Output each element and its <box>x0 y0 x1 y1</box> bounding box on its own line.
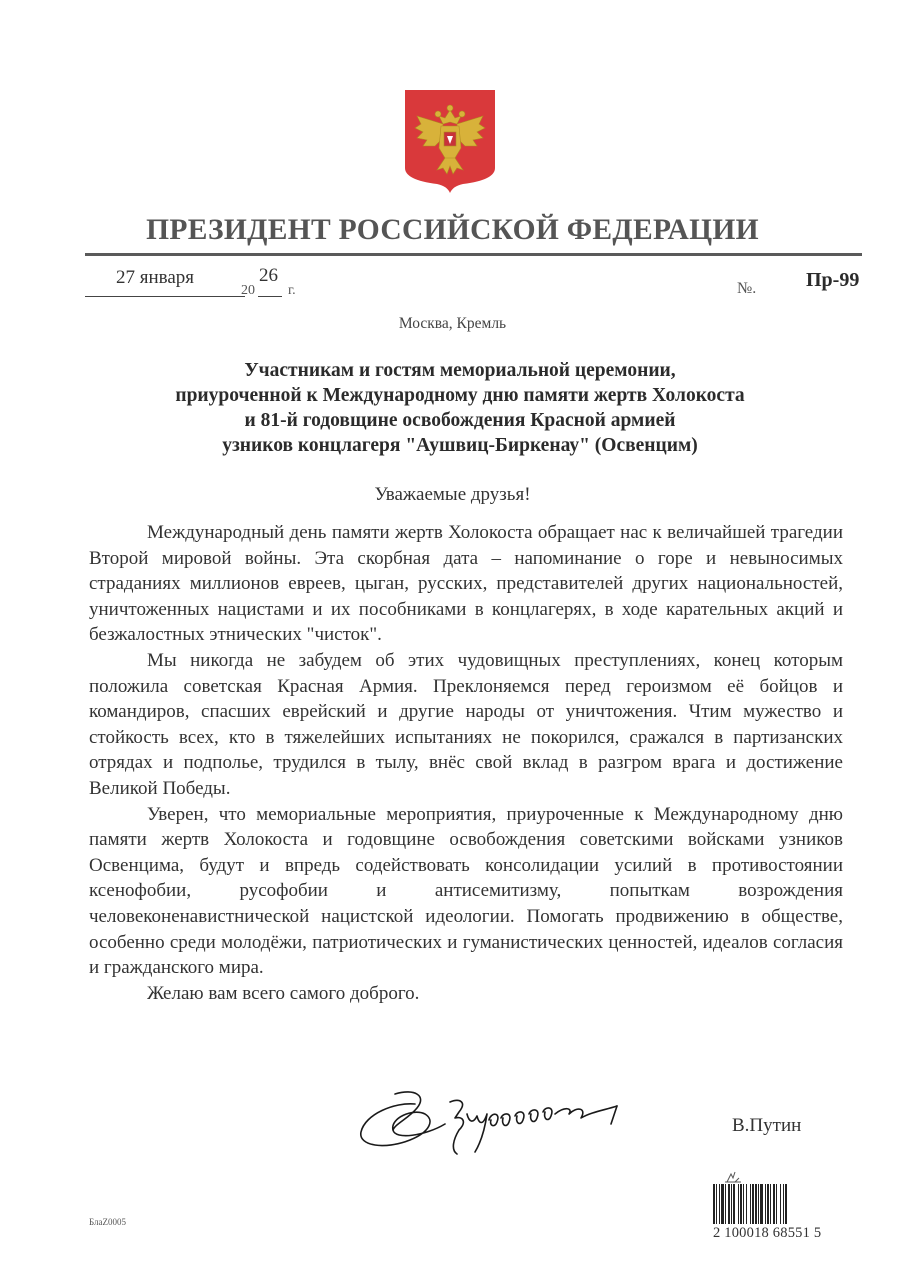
barcode-bar <box>783 1184 784 1224</box>
barcode-block <box>703 1168 843 1248</box>
barcode-bar <box>773 1184 775 1224</box>
barcode-bar <box>746 1184 747 1224</box>
barcode-bar <box>731 1184 732 1224</box>
year-unit: г. <box>288 283 296 298</box>
letter-body <box>89 520 843 1006</box>
barcode-bar <box>767 1184 769 1224</box>
org-title: ПРЕЗИДЕНТ РОССИЙСКОЙ ФЕДЕРАЦИИ <box>146 214 759 246</box>
barcode-logo-icon <box>723 1170 743 1184</box>
year-prefix: 20 <box>241 283 255 298</box>
barcode-bar <box>765 1184 766 1224</box>
barcode-bar <box>743 1184 744 1224</box>
barcode-bar <box>713 1184 715 1224</box>
barcode-bar <box>721 1184 724 1224</box>
paragraph: Мы никогда не забудем об этих чудовищных преступлениях, конец которым положила советская Красная Армия. Преклоняемся перед героизмом её бойцов и командиров, спасших еврейский и другие народы от уничтожения. Чтим мужество и стойкость всех, кто в тяжелейших испытаниях не покорился, сражался в партизанских отрядах и подполье, трудился в тылу, внёс свой вклад в разгром врага и достижение Великой Победы. <box>89 649 843 799</box>
barcode-bar <box>738 1184 739 1224</box>
document-number: Пр-99 <box>806 269 860 291</box>
coat-of-arms-icon <box>403 88 497 194</box>
document-code: БлаZ0005 <box>89 1217 127 1227</box>
barcode-bar <box>780 1184 781 1224</box>
heading-line: узников концлагеря "Аушвиц-Биркенау" (Освенцим) <box>222 435 698 456</box>
heading-line: и 81-й годовщине освобождения Красной армией <box>244 410 676 431</box>
barcode-bar <box>755 1184 757 1224</box>
document-date: 27 января <box>116 267 195 288</box>
number-sign: №. <box>737 280 757 297</box>
year-suffix: 26 <box>259 265 278 286</box>
date-underline <box>85 296 245 297</box>
barcode-bar <box>776 1184 777 1224</box>
signer-name: В.Путин <box>732 1115 802 1136</box>
letter-heading <box>110 358 810 458</box>
greeting: Уважаемые друзья! <box>374 484 531 505</box>
barcode-bar <box>716 1184 717 1224</box>
barcode-bar <box>760 1184 763 1224</box>
handwritten-signature <box>355 1084 655 1159</box>
header-rule <box>85 253 862 256</box>
document-place: Москва, Кремль <box>398 315 507 332</box>
barcode-bar <box>750 1184 751 1224</box>
barcode-bar <box>752 1184 754 1224</box>
barcode-bar <box>719 1184 720 1224</box>
barcode-bar <box>785 1184 787 1224</box>
paragraph: Желаю вам всего самого доброго. <box>147 982 420 1004</box>
heading-line: приуроченной к Международному дню памяти жертв Холокоста <box>175 385 745 406</box>
barcode-bar <box>728 1184 730 1224</box>
paragraph: Уверен, что мемориальные мероприятия, приуроченные к Международному дню памяти жертв Холокоста и годовщине освобождения советскими войсками узников Освенцима, будут и впредь содействовать консолидации усилий в противостоянии ксенофобии, русофобии и антисемитизму, попыткам возрождения человеконенавистнической нацистской идеологии. Помогать продвижению в обществе, особенно среди молодёжи, патриотических и гуманистических ценностей, идеалов согласия и гражданского мира. <box>89 803 843 979</box>
barcode <box>713 1184 831 1224</box>
barcode-bar <box>740 1184 742 1224</box>
heading-line: Участникам и гостям мемориальной церемонии, <box>244 360 676 381</box>
barcode-bar <box>725 1184 726 1224</box>
barcode-bar <box>733 1184 735 1224</box>
year-underline <box>258 296 282 297</box>
barcode-bar <box>758 1184 759 1224</box>
barcode-bar <box>770 1184 771 1224</box>
paragraph: Международный день памяти жертв Холокоста обращает нас к величайшей трагедии Второй мировой войны. Эта скорбная дата – напоминание о горе и невыносимых страданиях миллионов евреев, цыган, русских, представителей других национальностей, уничтоженных нацистами и их пособниками в концлагерях, в ходе карательных акций и безжалостных этнических "чисток". <box>89 522 843 646</box>
barcode-number: 2 100018 68551 5 <box>713 1225 822 1241</box>
